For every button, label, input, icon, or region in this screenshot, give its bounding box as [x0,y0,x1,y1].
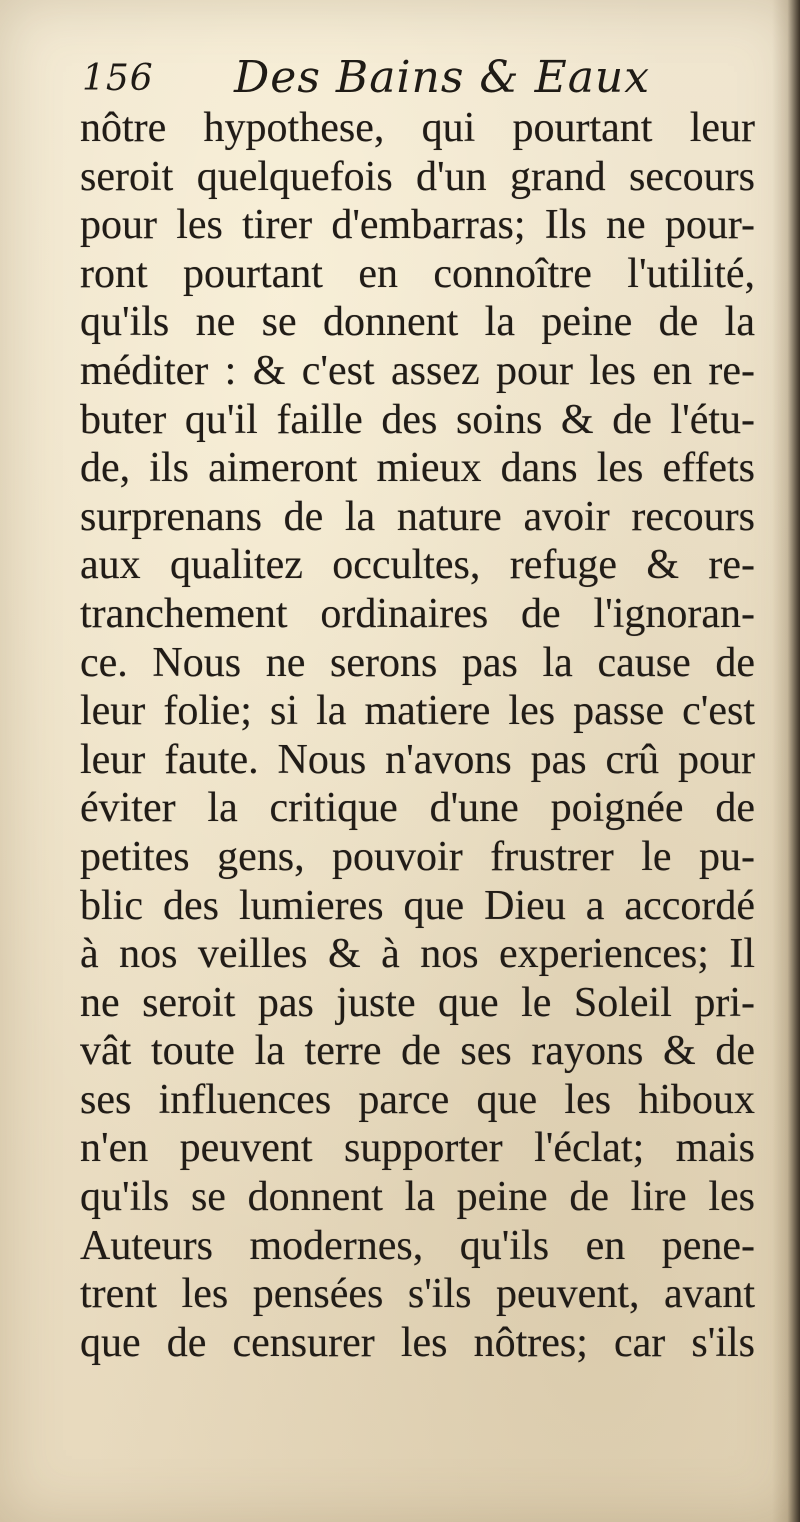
text-line: aux qualitez occultes, refuge & re- [80,542,755,589]
text-line: surprenans de la nature avoir recours [80,493,755,540]
text-line: buter qu'il faille des soins & de l'étu- [80,396,755,443]
text-line: à nos veilles & à nos experiences; Il [80,931,755,978]
text-line: nôtre hypothese, qui pourtant leur [80,105,755,151]
text-line: leur folie; si la matiere les passe c'est [80,688,755,735]
text-line: ront pourtant en connoître l'utilité, [80,250,755,297]
text-line: Auteurs modernes, qu'ils en pene- [80,1222,755,1269]
text-line: ce. Nous ne serons pas la cause de [80,639,755,686]
text-line: blic des lumieres que Dieu a accordé [80,882,755,929]
text-line: éviter la critique d'une poignée de [80,785,755,832]
text-line: que de censurer les nôtres; car s'ils [80,1319,755,1366]
page-header [82,52,682,108]
text-line: seroit quelquefois d'un grand secours [80,153,755,200]
page-edge-shadow [772,0,800,1522]
text-line: de, ils aimeront mieux dans les effets [80,445,755,492]
text-line: vât toute la terre de ses rayons & de [80,1028,755,1075]
body-text [80,104,755,1367]
text-line: qu'ils ne se donnent la peine de la [80,299,755,346]
text-line: ne seroit pas juste que le Soleil pri- [80,979,755,1026]
text-line: leur faute. Nous n'avons pas crû pour [80,736,755,783]
running-title: Des Bains & Eaux [234,52,651,103]
text-line: ses influences parce que les hiboux [80,1076,755,1123]
text-line: petites gens, pouvoir frustrer le pu- [80,833,755,880]
text-line: trent les pensées s'ils peuvent, avant [80,1271,755,1318]
page-number: 156 [82,58,154,99]
text-line: qu'ils se donnent la peine de lire les [80,1174,755,1221]
text-line: pour les tirer d'embarras; Ils ne pour- [80,202,755,249]
text-line: n'en peuvent supporter l'éclat; mais [80,1125,755,1172]
text-line: méditer : & c'est assez pour les en re- [80,347,755,394]
text-line: tranchement ordinaires de l'ignoran- [80,590,755,637]
